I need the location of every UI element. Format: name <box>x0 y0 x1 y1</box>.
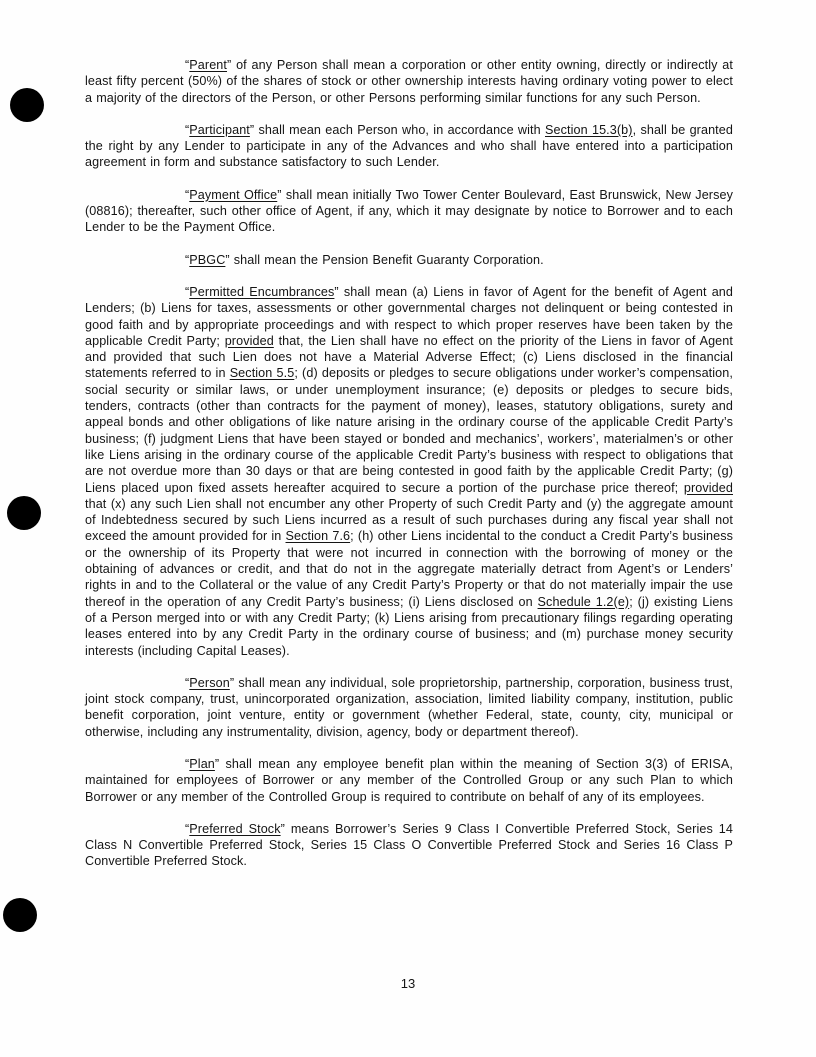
definition-pbgc: “PBGC” shall mean the Pension Benefit Guaranty Corporation. <box>185 252 544 267</box>
hole-punch-mark-top <box>10 88 44 122</box>
hole-punch-mark-middle <box>7 496 41 530</box>
hole-punch-mark-bottom <box>3 898 37 932</box>
page-number: 13 <box>400 976 416 991</box>
definition-preferred-stock: “Preferred Stock” means Borrower’s Series 9 Class I Convertible Preferred Stock, Series 14 Class N Convertible Preferred Stock, Series 15 Class O Convertible Preferred Stock and Series 16 Class P Convertible Preferred Stock. <box>85 821 733 869</box>
definition-parent: “Parent” of any Person shall mean a corporation or other entity owning, directly or indirectly at least fifty percent (50%) of the shares of stock or other ownership interests having ordinary voting power to elect a majority of the directors of the Person, or other Persons performing similar functions for any such Person. <box>85 58 733 105</box>
definition-payment-office: “Payment Office” shall mean initially Two Tower Center Boulevard, East Brunswick, New Jersey (08816); thereafter, such other office of Agent, if any, which it may designate by notice to Borrower and to each Lender to be the Payment Office. <box>85 187 733 235</box>
definition-permitted-encumbrances: “Permitted Encumbrances” shall mean (a) Liens in favor of Agent for the benefit of Agent and Lenders; (b) Liens for taxes, assessments or other governmental charges not delinquent or being contested in good faith and by appropriate proceedings and with respect to which proper reserves have been taken by the applicable Credit Party; provided that, the Lien shall have no effect on the priority of the Liens in favor of Agent and provided that such Lien does not have a Material Adverse Effect; (c) Liens disclosed in the financial statements referred to in Section 5.5; (d) deposits or pledges to secure obligations under worker’s compensation, social security or similar laws, or under unemployment insurance; (e) deposits or pledges to secure bids, tenders, contracts (other than contracts for the payment of money), leases, statutory obligations, surety and appeal bonds and other obligations of like nature arising in the ordinary course of the applicable Credit Party’s business; (f) judgment Liens that have been stayed or bonded and mechanics’, workers’, materialmen’s or other like Liens arising in the ordinary course of the applicable Credit Party’s business with respect to obligations that are not overdue more than 30 days or that are being contested in good faith by the applicable Credit Party; (g) Liens placed upon fixed assets hereafter acquired to secure a portion of the purchase price thereof; provided that (x) any such Lien shall not encumber any other Property of such Credit Party and (y) the aggregate amount of Indebtedness secured by such Liens incurred as a result of such purchases during any fiscal year shall not exceed the amount provided for in Section 7.6; (h) other Liens incidental to the conduct a Credit Party’s business or the ownership of its Property that were not incurred in connection with the borrowing of money or the obtaining of advances or credit, and that do not in the aggregate materially detract from Agent’s or Lenders’ rights in and to the Collateral or the value of any Credit Party’s Property or that do not materially impair the use thereof in the operation of any Credit Party’s business; (i) Liens disclosed on Schedule 1.2(e); (j) existing Liens of a Person merged into or with any Credit Party; (k) Liens arising from precautionary filings regarding operating leases entered into by any Credit Party in the ordinary course of business; and (m) purchase money security interests (including Capital Leases). <box>85 284 734 658</box>
definition-plan: “Plan” shall mean any employee benefit plan within the meaning of Section 3(3) of ERISA, maintained for employees of Borrower or any member of the Controlled Group or any such Plan to which Borrower or any member of the Controlled Group is required to contribute on behalf of any of its employees. <box>85 756 733 804</box>
definitions-text-block <box>85 57 733 886</box>
definition-person: “Person” shall mean any individual, sole proprietorship, partnership, corporation, business trust, joint stock company, trust, unincorporated organization, association, limited liability company, institution, public benefit corporation, joint venture, entity or government (whether Federal, state, county, city, municipal or otherwise, including any instrumentality, division, agency, body or department thereof). <box>85 675 733 739</box>
definition-participant: “Participant” shall mean each Person who, in accordance with Section 15.3(b), shall be granted the right by any Lender to participate in any of the Advances and who shall have entered into a participation agreement in form and substance satisfactory to such Lender. <box>85 122 733 170</box>
